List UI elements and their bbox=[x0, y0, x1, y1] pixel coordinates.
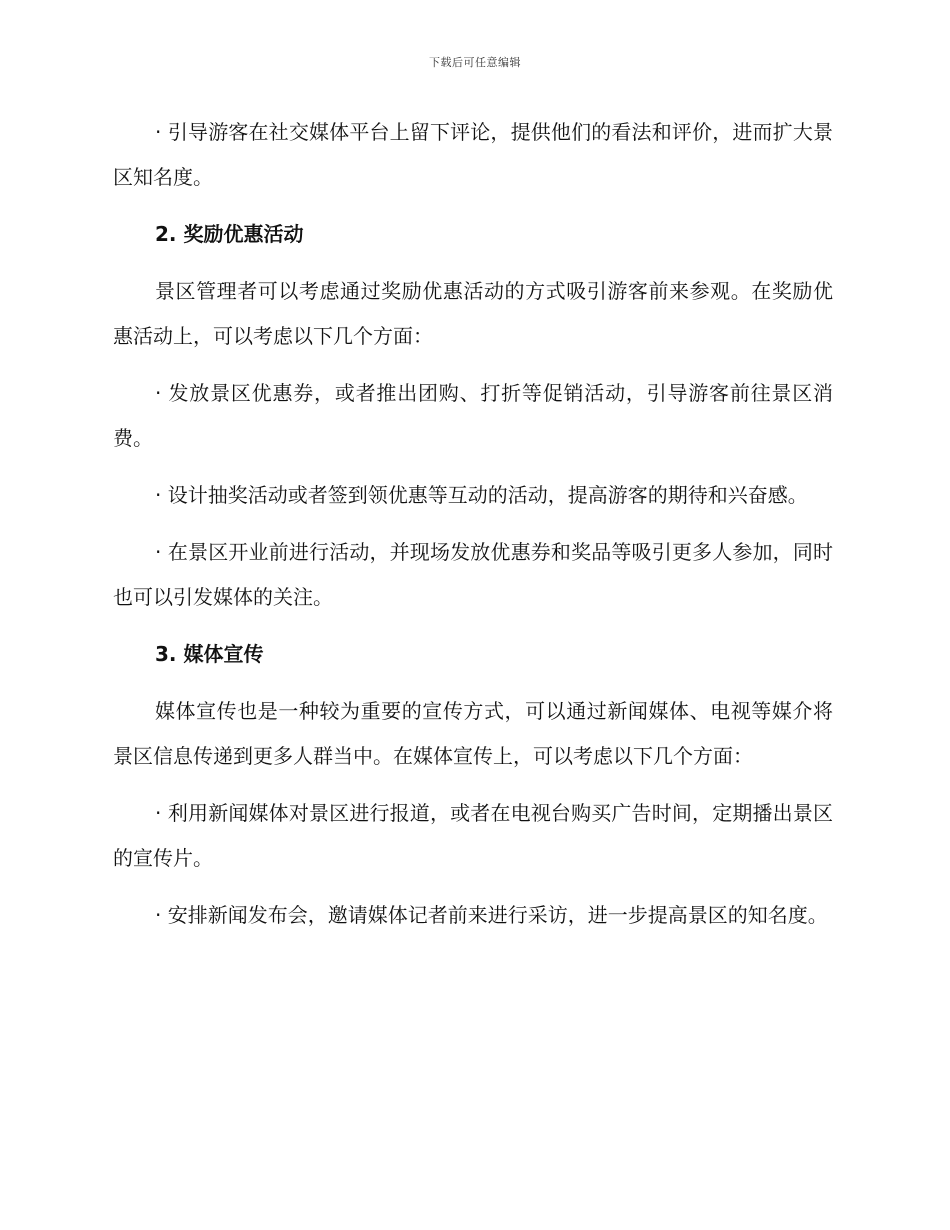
paragraph-media-intro: 媒体宣传也是一种较为重要的宣传方式，可以通过新闻媒体、电视等媒介将景区信息传递到更多人群当中。在媒体宣传上，可以考虑以下几个方面： bbox=[113, 699, 833, 768]
document-body bbox=[113, 110, 833, 950]
bullet-opening-event: · 在景区开业前进行活动，并现场发放优惠券和奖品等吸引更多人参加，同时也可以引发媒体的关注。 bbox=[113, 540, 833, 609]
section-heading-rewards: 2. 奖励优惠活动 bbox=[155, 222, 304, 246]
bullet-coupons: · 发放景区优惠券，或者推出团购、打折等促销活动，引导游客前往景区消费。 bbox=[113, 381, 833, 450]
paragraph-rewards-intro: 景区管理者可以考虑通过奖励优惠活动的方式吸引游客前来参观。在奖励优惠活动上，可以考虑以下几个方面： bbox=[113, 279, 833, 348]
bullet-news-tv: · 利用新闻媒体对景区进行报道，或者在电视台购买广告时间，定期播出景区的宣传片。 bbox=[113, 801, 833, 870]
bullet-lottery: · 设计抽奖活动或者签到领优惠等互动的活动，提高游客的期待和兴奋感。 bbox=[155, 483, 808, 507]
section-heading-media: 3. 媒体宣传 bbox=[155, 642, 264, 666]
bullet-social-media-comments: · 引导游客在社交媒体平台上留下评论，提供他们的看法和评价，进而扩大景区知名度。 bbox=[113, 120, 833, 189]
bullet-press-conference: · 安排新闻发布会，邀请媒体记者前来进行采访，进一步提高景区的知名度。 bbox=[155, 903, 828, 927]
header-note: 下载后可任意编辑 bbox=[429, 56, 521, 69]
